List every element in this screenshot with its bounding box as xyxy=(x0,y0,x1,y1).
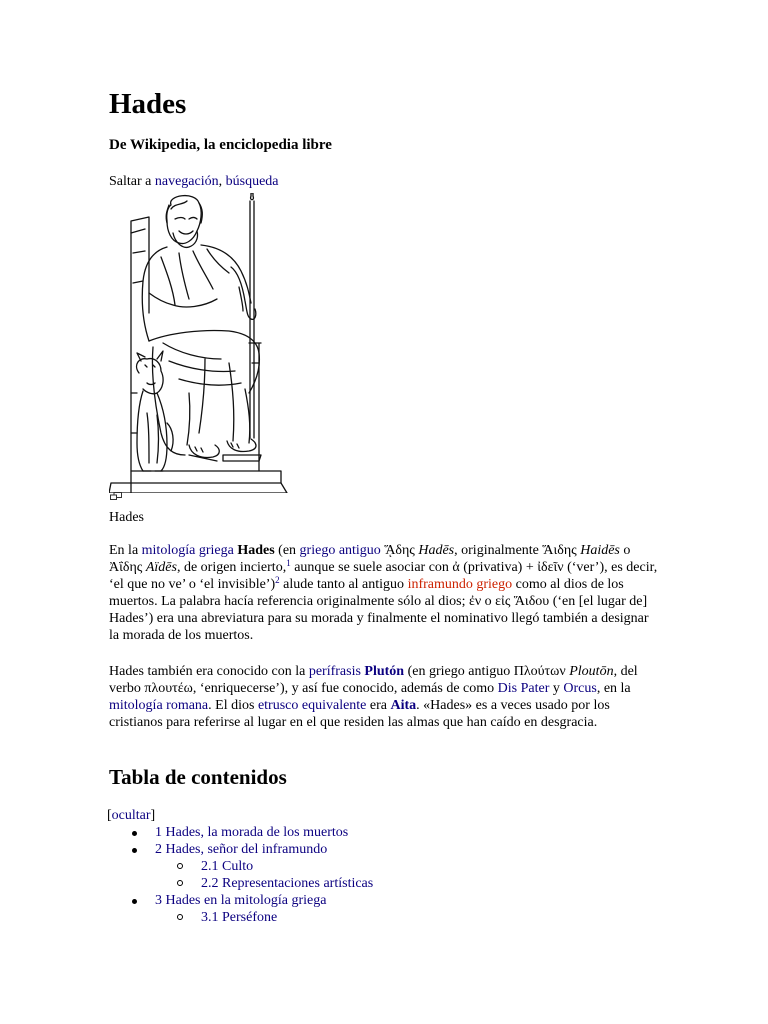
link-inframundo-griego[interactable]: inframundo griego xyxy=(407,577,513,592)
link-griego-antiguo[interactable]: griego antiguo xyxy=(299,543,381,558)
reference-2[interactable]: 2 xyxy=(275,575,280,585)
jump-separator: , xyxy=(218,174,226,189)
search-link[interactable]: búsqueda xyxy=(225,174,279,189)
circle-bullet-icon xyxy=(177,863,183,869)
circle-bullet-icon xyxy=(177,914,183,920)
toc-link[interactable]: 1 Hades, la morada de los muertos xyxy=(155,825,349,840)
navigation-link[interactable]: navegación xyxy=(154,174,219,189)
toc-hide-link[interactable]: ocultar xyxy=(111,808,151,823)
page-title: Hades xyxy=(109,88,187,120)
link-dis-pater[interactable]: Dis Pater xyxy=(497,681,550,696)
jump-links xyxy=(109,173,279,190)
statue-illustration[interactable] xyxy=(109,193,289,493)
jump-prefix: Saltar a xyxy=(109,174,155,189)
toc-item xyxy=(109,909,629,926)
link-perifrasis[interactable]: perífrasis xyxy=(308,664,361,679)
toc-link[interactable]: 2 Hades, señor del inframundo xyxy=(155,842,328,857)
circle-bullet-icon xyxy=(177,880,183,886)
toc-heading: Tabla de contenidos xyxy=(109,765,287,789)
toc-list xyxy=(109,824,629,926)
link-mitologia-romana[interactable]: mitología romana xyxy=(109,698,209,713)
bullet-icon xyxy=(132,831,137,836)
toc-link[interactable]: 2.1 Culto xyxy=(201,859,254,874)
bullet-icon xyxy=(132,848,137,853)
toc-item xyxy=(109,892,629,909)
link-equivalente[interactable]: equivalente xyxy=(301,698,367,713)
link-pluton[interactable]: Plutón xyxy=(364,664,405,679)
link-etrusco[interactable]: etrusco xyxy=(257,698,299,713)
toc-toggle: [ocultar] xyxy=(107,808,156,823)
toc-item xyxy=(109,841,629,858)
reference-1[interactable]: 1 xyxy=(286,558,291,568)
link-orcus[interactable]: Orcus xyxy=(563,681,597,696)
bold-hades: Hades xyxy=(237,543,275,558)
toc-item xyxy=(109,875,629,892)
bullet-icon xyxy=(132,899,137,904)
link-mitologia-griega[interactable]: mitología griega xyxy=(141,543,234,558)
figure-caption: Hades xyxy=(109,510,144,525)
hades-figure xyxy=(109,193,289,503)
toc-link[interactable]: 3.1 Perséfone xyxy=(201,910,278,925)
site-subtitle: De Wikipedia, la enciclopedia libre xyxy=(109,137,332,153)
second-paragraph: Hades también era conocido con la perífrasis Plutón (en griego antiguo Πλούτων Ploutōn, del verbo πλουτέω, ‘enriquecerse’), y así fue conocido, además de como Dis Pater y Orcus, en la mitología romana. El dios etrusco equivalente era Aita. «Hades» es a veces usado por los cristianos para referirse al lugar en el que residen las almas que han caído en desgracia. xyxy=(109,664,638,730)
intro-paragraph: En la mitología griega Hades (en griego antiguo ᾍδης Hadēs, originalmente Ἅιδης Haidēs o Ἀΐδης Aïdēs, de origen incierto,$^1$ aunque se suele asociar con ἀ (privativa) + ἰδεῖν (‘ver’), es decir, ‘el que no ve’ o ‘el invisible’)$^2$ alude tanto al antiguo inframundo griego como al dios de los muertos. La palabra hacía referencia originalmente sólo al dios; ἐν ο εἰς Ἅιδου (‘en [el lugar de] Hades’) era una abreviatura para su morada y finalmente el nominativo llegó también a designar la morada de los muertos. xyxy=(109,543,658,643)
link-aita[interactable]: Aita xyxy=(390,698,417,713)
toc-item xyxy=(109,824,629,841)
toc-link[interactable]: 3 Hades en la mitología griega xyxy=(155,893,327,908)
toc-item xyxy=(109,858,629,875)
magnify-icon[interactable] xyxy=(110,492,122,500)
toc-link[interactable]: 2.2 Representaciones artísticas xyxy=(201,876,374,891)
